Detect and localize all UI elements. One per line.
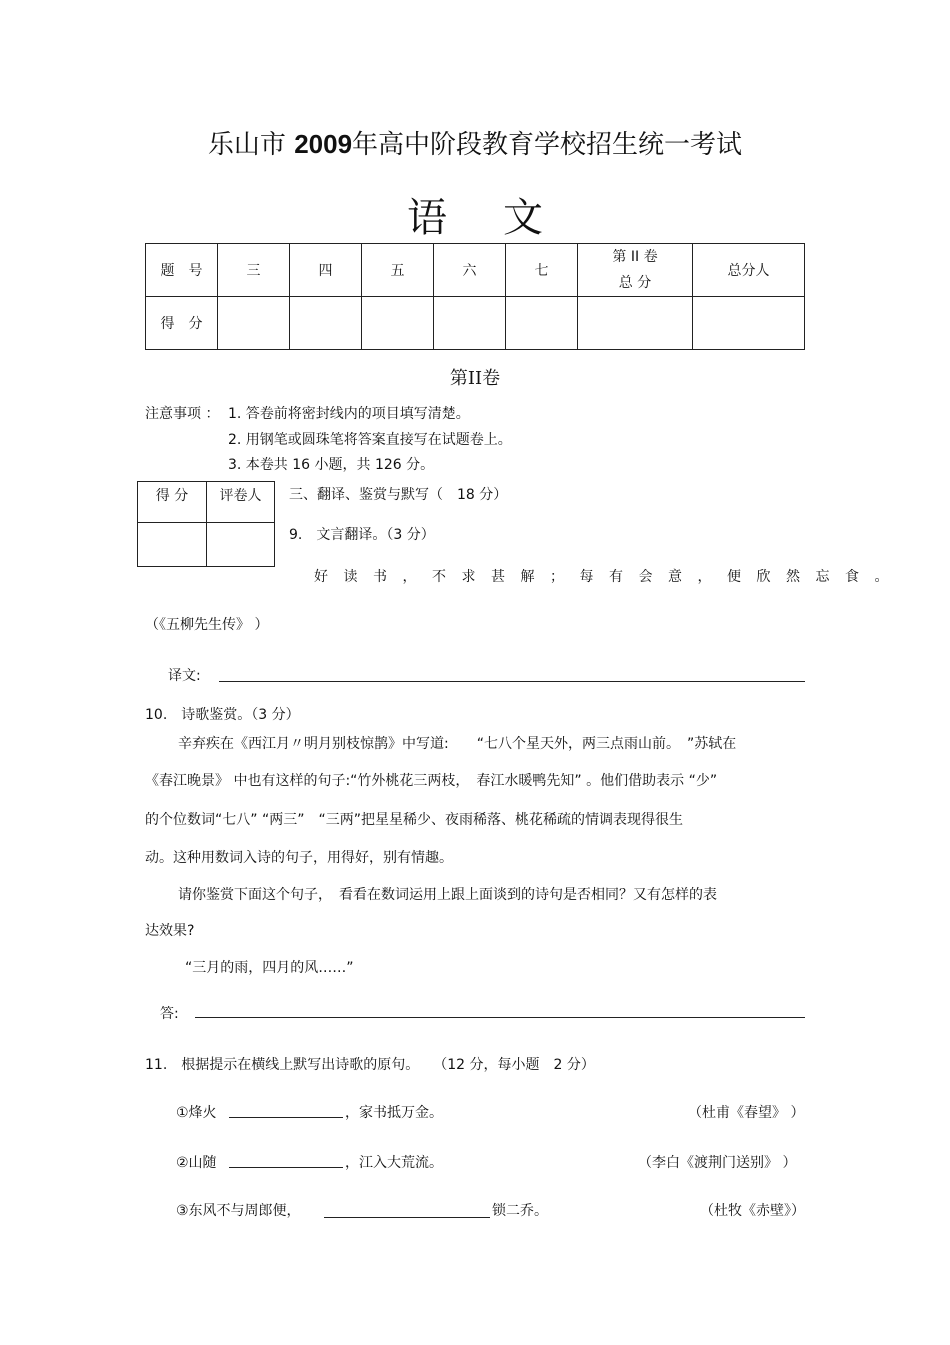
score-table-header-cell: 七 (506, 244, 578, 297)
q10-quote: “三月的雨，四月的风……” (185, 960, 354, 976)
volume-title: 第II卷 (449, 368, 501, 389)
notes-item: 3. 本卷共 16 小题，共 126 分。 (228, 457, 435, 473)
q10-paragraph-line: 动。这种用数词入诗的句子，用得好，别有情趣。 (145, 850, 453, 866)
notes-label: 注意事项 ： (145, 406, 220, 422)
title-year: 2009 (294, 129, 353, 159)
score-cell[interactable] (434, 297, 506, 350)
score-table-row-label: 得 分 (146, 297, 218, 350)
q9-source: （《五柳先生传》 ） (145, 617, 269, 633)
score-table-scorer: 总分人 (693, 244, 805, 297)
score-cell[interactable] (578, 297, 693, 350)
grader-score-cell[interactable] (138, 523, 207, 567)
score-table-header-cell: 三 (218, 244, 290, 297)
grader-score-label: 得 分 (138, 482, 207, 523)
q11-blank[interactable] (324, 1217, 490, 1218)
q10-paragraph-line: 达效果? (145, 923, 195, 939)
subject-title: 语文 (407, 195, 599, 241)
score-cell[interactable] (218, 297, 290, 350)
grader-name-label: 评卷人 (207, 482, 275, 523)
q11-item-source: （李白《渡荆门送别》 ） (638, 1155, 797, 1171)
score-table-volume-total (578, 244, 693, 297)
exam-title (0, 124, 950, 161)
q10-paragraph-line: 辛弃疾在《西江月〃明月别枝惊鹊》中写道: “七八个星天外，两三点雨山前。 ”苏轼在 (178, 736, 737, 752)
q9-answer-label: 译文: (168, 668, 201, 684)
score-table-header-cell: 四 (290, 244, 362, 297)
q10-answer-line[interactable] (195, 1017, 805, 1018)
score-table-header-cell: 五 (362, 244, 434, 297)
q11-item-suffix: ，江入大荒流。 (345, 1155, 443, 1171)
score-table-header-cell: 题 号 (146, 244, 218, 297)
q11-item-suffix: 锁二乔。 (492, 1203, 548, 1219)
q10-paragraph-line: 请你鉴赏下面这个句子， 看看在数词运用上跟上面谈到的诗句是否相同？又有怎样的表 (178, 887, 717, 903)
q11-item-suffix: ，家书抵万金。 (345, 1105, 443, 1121)
q11-item-source: （杜甫《春望》 ） (688, 1105, 805, 1121)
score-table (145, 243, 805, 350)
q9-label: 9. 文言翻译。（3 分） (289, 527, 435, 543)
q11-blank[interactable] (229, 1117, 343, 1118)
q11-label: 11. 根据提示在横线上默写出诗歌的原句。 （12 分，每小题 2 分） (145, 1057, 595, 1073)
q11-item-prefix: ②山随 (176, 1155, 217, 1171)
score-cell[interactable] (362, 297, 434, 350)
q11-item-prefix: ①烽火 (176, 1105, 217, 1121)
q10-paragraph-line: 的个位数词“七八” “两三” “三两”把星星稀少、夜雨稀落、桃花稀疏的情调表现得很生 (145, 812, 683, 828)
section3-heading: 三、翻译、鉴赏与默写（ 18 分） (289, 487, 508, 503)
score-cell[interactable] (506, 297, 578, 350)
volume-total-line1: 第 II 卷 (612, 249, 658, 265)
title-prefix: 乐山市 (207, 130, 286, 160)
q10-paragraph-line: 《春江晚景》 中也有这样的句子:“竹外桃花三两枝， 春江水暖鸭先知” 。他们借助表示 “少” (145, 773, 718, 789)
q9-answer-line[interactable] (219, 681, 805, 682)
q10-label: 10. 诗歌鉴赏。（3 分） (145, 707, 300, 723)
score-cell[interactable] (290, 297, 362, 350)
volume-total-line2: 总 分 (618, 275, 652, 291)
notes-item: 1. 答卷前将密封线内的项目填写清楚。 (228, 406, 470, 422)
q10-answer-label: 答: (160, 1006, 179, 1022)
q11-item-source: （杜牧《赤壁》） (700, 1203, 805, 1219)
title-suffix: 年高中阶段教育学校招生统一考试 (352, 130, 743, 160)
grader-box (137, 481, 275, 567)
q11-blank[interactable] (229, 1167, 343, 1168)
notes-item: 2. 用钢笔或圆珠笔将答案直接写在试题卷上。 (228, 432, 512, 448)
q11-item-prefix: ③东风不与周郎便， (176, 1203, 301, 1219)
grader-name-cell[interactable] (207, 523, 275, 567)
q9-text: 好读书，不求甚解；每有会意，便欣然忘食。 (314, 569, 904, 585)
score-cell[interactable] (693, 297, 805, 350)
score-table-header-cell: 六 (434, 244, 506, 297)
